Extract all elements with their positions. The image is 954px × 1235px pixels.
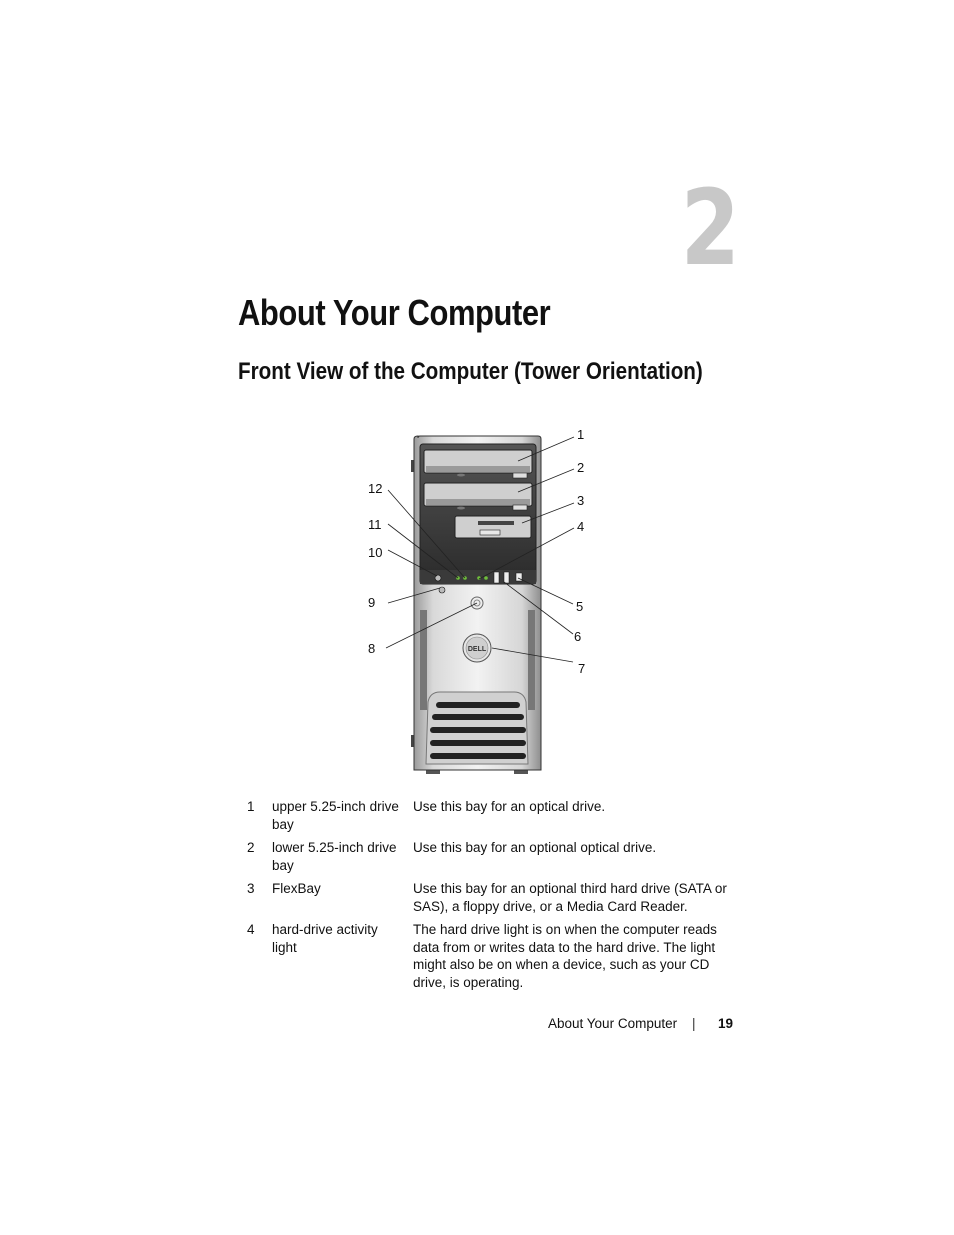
optical-drive-upper-eject [513,473,527,478]
grille-slot-1 [436,702,520,708]
grille-slot-5 [430,753,526,759]
grille-slot-4 [430,740,526,746]
usb-port-2 [504,572,509,583]
table-row [238,798,738,833]
chapter-title: About Your Computer [238,292,551,333]
callout-4: 4 [577,519,585,534]
optical-drive-upper-led [457,474,465,477]
section-title: Front View of the Computer (Tower Orientation) [238,358,703,385]
optical-drive-upper-tray [426,466,530,472]
computer-figure [360,420,600,780]
grille-slot-3 [430,727,526,733]
component-table [238,798,738,997]
headphone-connector [435,575,441,581]
item-description: The hard drive light is on when the computer reads data from or writes data to the hard drive. The light might also be on when a device, such as your CD drive, is operating. [413,922,717,990]
usb-port-1 [494,572,499,583]
item-number: 2 [247,840,255,855]
optical-drive-lower-led [457,507,465,510]
callout-9: 9 [368,595,376,610]
item-number: 1 [247,799,255,814]
diagnostic-light-b [484,576,488,580]
flexbay-slot [478,521,514,525]
table-row [238,839,738,874]
item-term: lower 5.25-inch drive bay [272,840,397,873]
dell-logo: DELL [467,646,487,653]
optical-drive-lower-eject [513,505,527,510]
tower-illustration [360,420,600,780]
page-number: 19 [718,1016,734,1031]
callout-10: 10 [368,545,383,560]
callout-8: 8 [368,641,376,656]
item-number: 4 [247,922,255,937]
callout-3: 3 [577,493,585,508]
callout-6: 6 [574,629,582,644]
footer-title: About Your Computer [548,1016,678,1031]
vent-right [528,610,535,710]
item-term: hard-drive activity light [272,922,378,955]
item-description: Use this bay for an optional third hard drive (SATA or SAS), a floppy drive, or a Media Card Reader. [413,881,727,914]
footer-separator: | [692,1016,696,1031]
vent-left [420,610,427,710]
grille-slot-2 [432,714,524,720]
table-row [238,880,738,915]
chapter-number: 2 [680,167,740,289]
callout-2: 2 [577,460,585,475]
optical-drive-lower-tray [426,499,530,505]
callout-1: 1 [577,427,585,442]
callout-12: 12 [368,481,383,496]
item-number: 3 [247,881,255,896]
callout-7: 7 [578,661,586,676]
flexbay-button [480,530,500,535]
callout-11: 11 [368,517,382,532]
callout-5: 5 [576,599,584,614]
item-description: Use this bay for an optional optical drive. [413,840,657,855]
item-term: upper 5.25-inch drive bay [272,799,399,832]
table-row [238,921,738,991]
item-term: FlexBay [272,881,321,896]
item-description: Use this bay for an optical drive. [413,799,606,814]
